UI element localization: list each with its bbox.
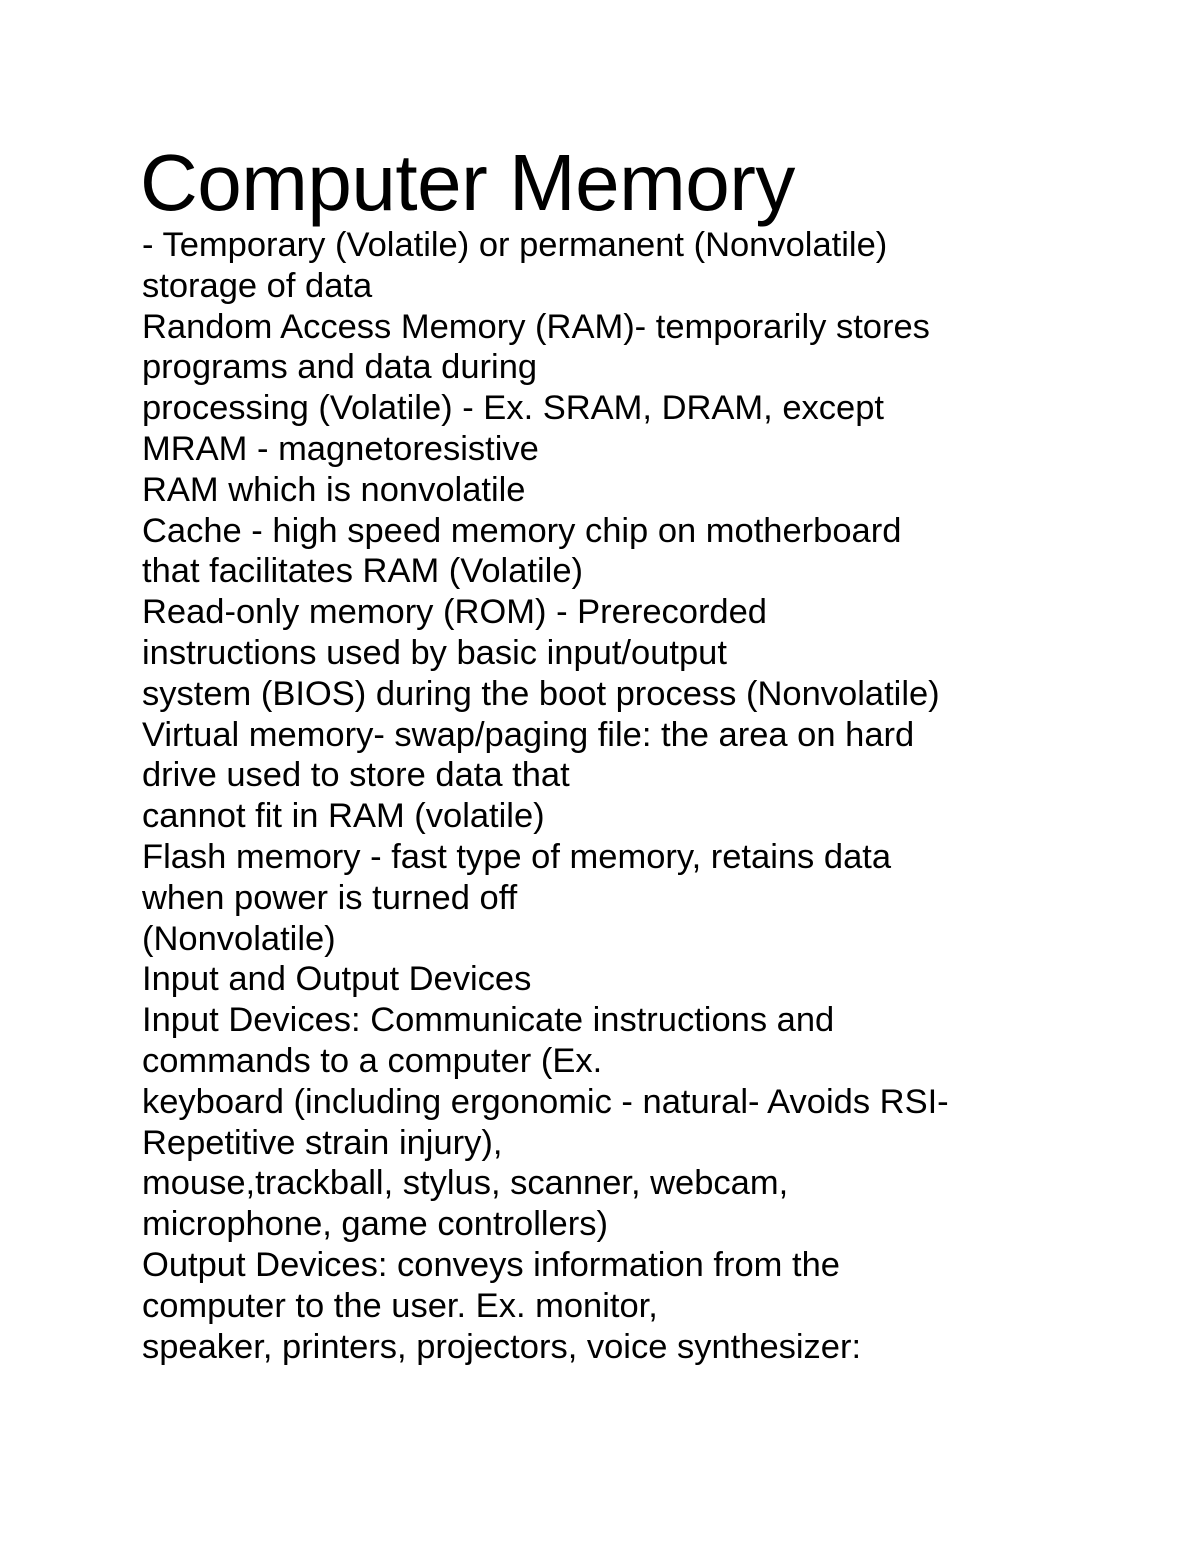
text-line: - Temporary (Volatile) or permanent (Nonvolatile) bbox=[142, 226, 888, 264]
text-line: programs and data during bbox=[142, 348, 538, 387]
text-line: commands to a computer (Ex. bbox=[142, 1041, 603, 1080]
text-line: mouse,trackball, stylus, scanner, webcam, bbox=[142, 1164, 789, 1203]
text-line: Cache - high speed memory chip on motherboard bbox=[142, 511, 902, 550]
text-line: keyboard (including ergonomic - natural- Avoids RSI- bbox=[142, 1082, 949, 1121]
text-line: storage of data bbox=[142, 266, 373, 305]
text-line: when power is turned off bbox=[142, 878, 518, 917]
text-line: RAM which is nonvolatile bbox=[142, 470, 526, 509]
text-line: Repetitive strain injury), bbox=[142, 1123, 503, 1162]
text-line: that facilitates RAM (Volatile) bbox=[142, 552, 584, 591]
text-line: instructions used by basic input/output bbox=[142, 633, 727, 672]
text-line: Output Devices: conveys information from the bbox=[142, 1245, 840, 1284]
text-line: Random Access Memory (RAM)- temporarily stores bbox=[142, 307, 930, 346]
text-line: Input Devices: Communicate instructions and bbox=[142, 1001, 835, 1040]
text-line: microphone, game controllers) bbox=[142, 1205, 608, 1244]
text-line: Read-only memory (ROM) - Prerecorded bbox=[142, 593, 767, 632]
text-line: processing (Volatile) - Ex. SRAM, DRAM, except bbox=[142, 389, 884, 428]
text-line: (Nonvolatile) bbox=[142, 919, 336, 958]
text-line: MRAM - magnetoresistive bbox=[142, 429, 539, 468]
document-body bbox=[142, 225, 1142, 1367]
text-line: speaker, printers, projectors, voice synthesizer: bbox=[142, 1327, 862, 1366]
text-line: computer to the user. Ex. monitor, bbox=[142, 1286, 658, 1325]
text-line: Virtual memory- swap/paging file: the area on hard bbox=[142, 715, 915, 754]
text-line: cannot fit in RAM (volatile) bbox=[142, 797, 545, 836]
section-heading: Input and Output Devices bbox=[142, 960, 532, 999]
text-line: system (BIOS) during the boot process (Nonvolatile) bbox=[142, 674, 940, 713]
page-title: Computer Memory bbox=[140, 138, 795, 227]
text-line: Flash memory - fast type of memory, retains data bbox=[142, 837, 892, 876]
text-line: drive used to store data that bbox=[142, 756, 570, 795]
